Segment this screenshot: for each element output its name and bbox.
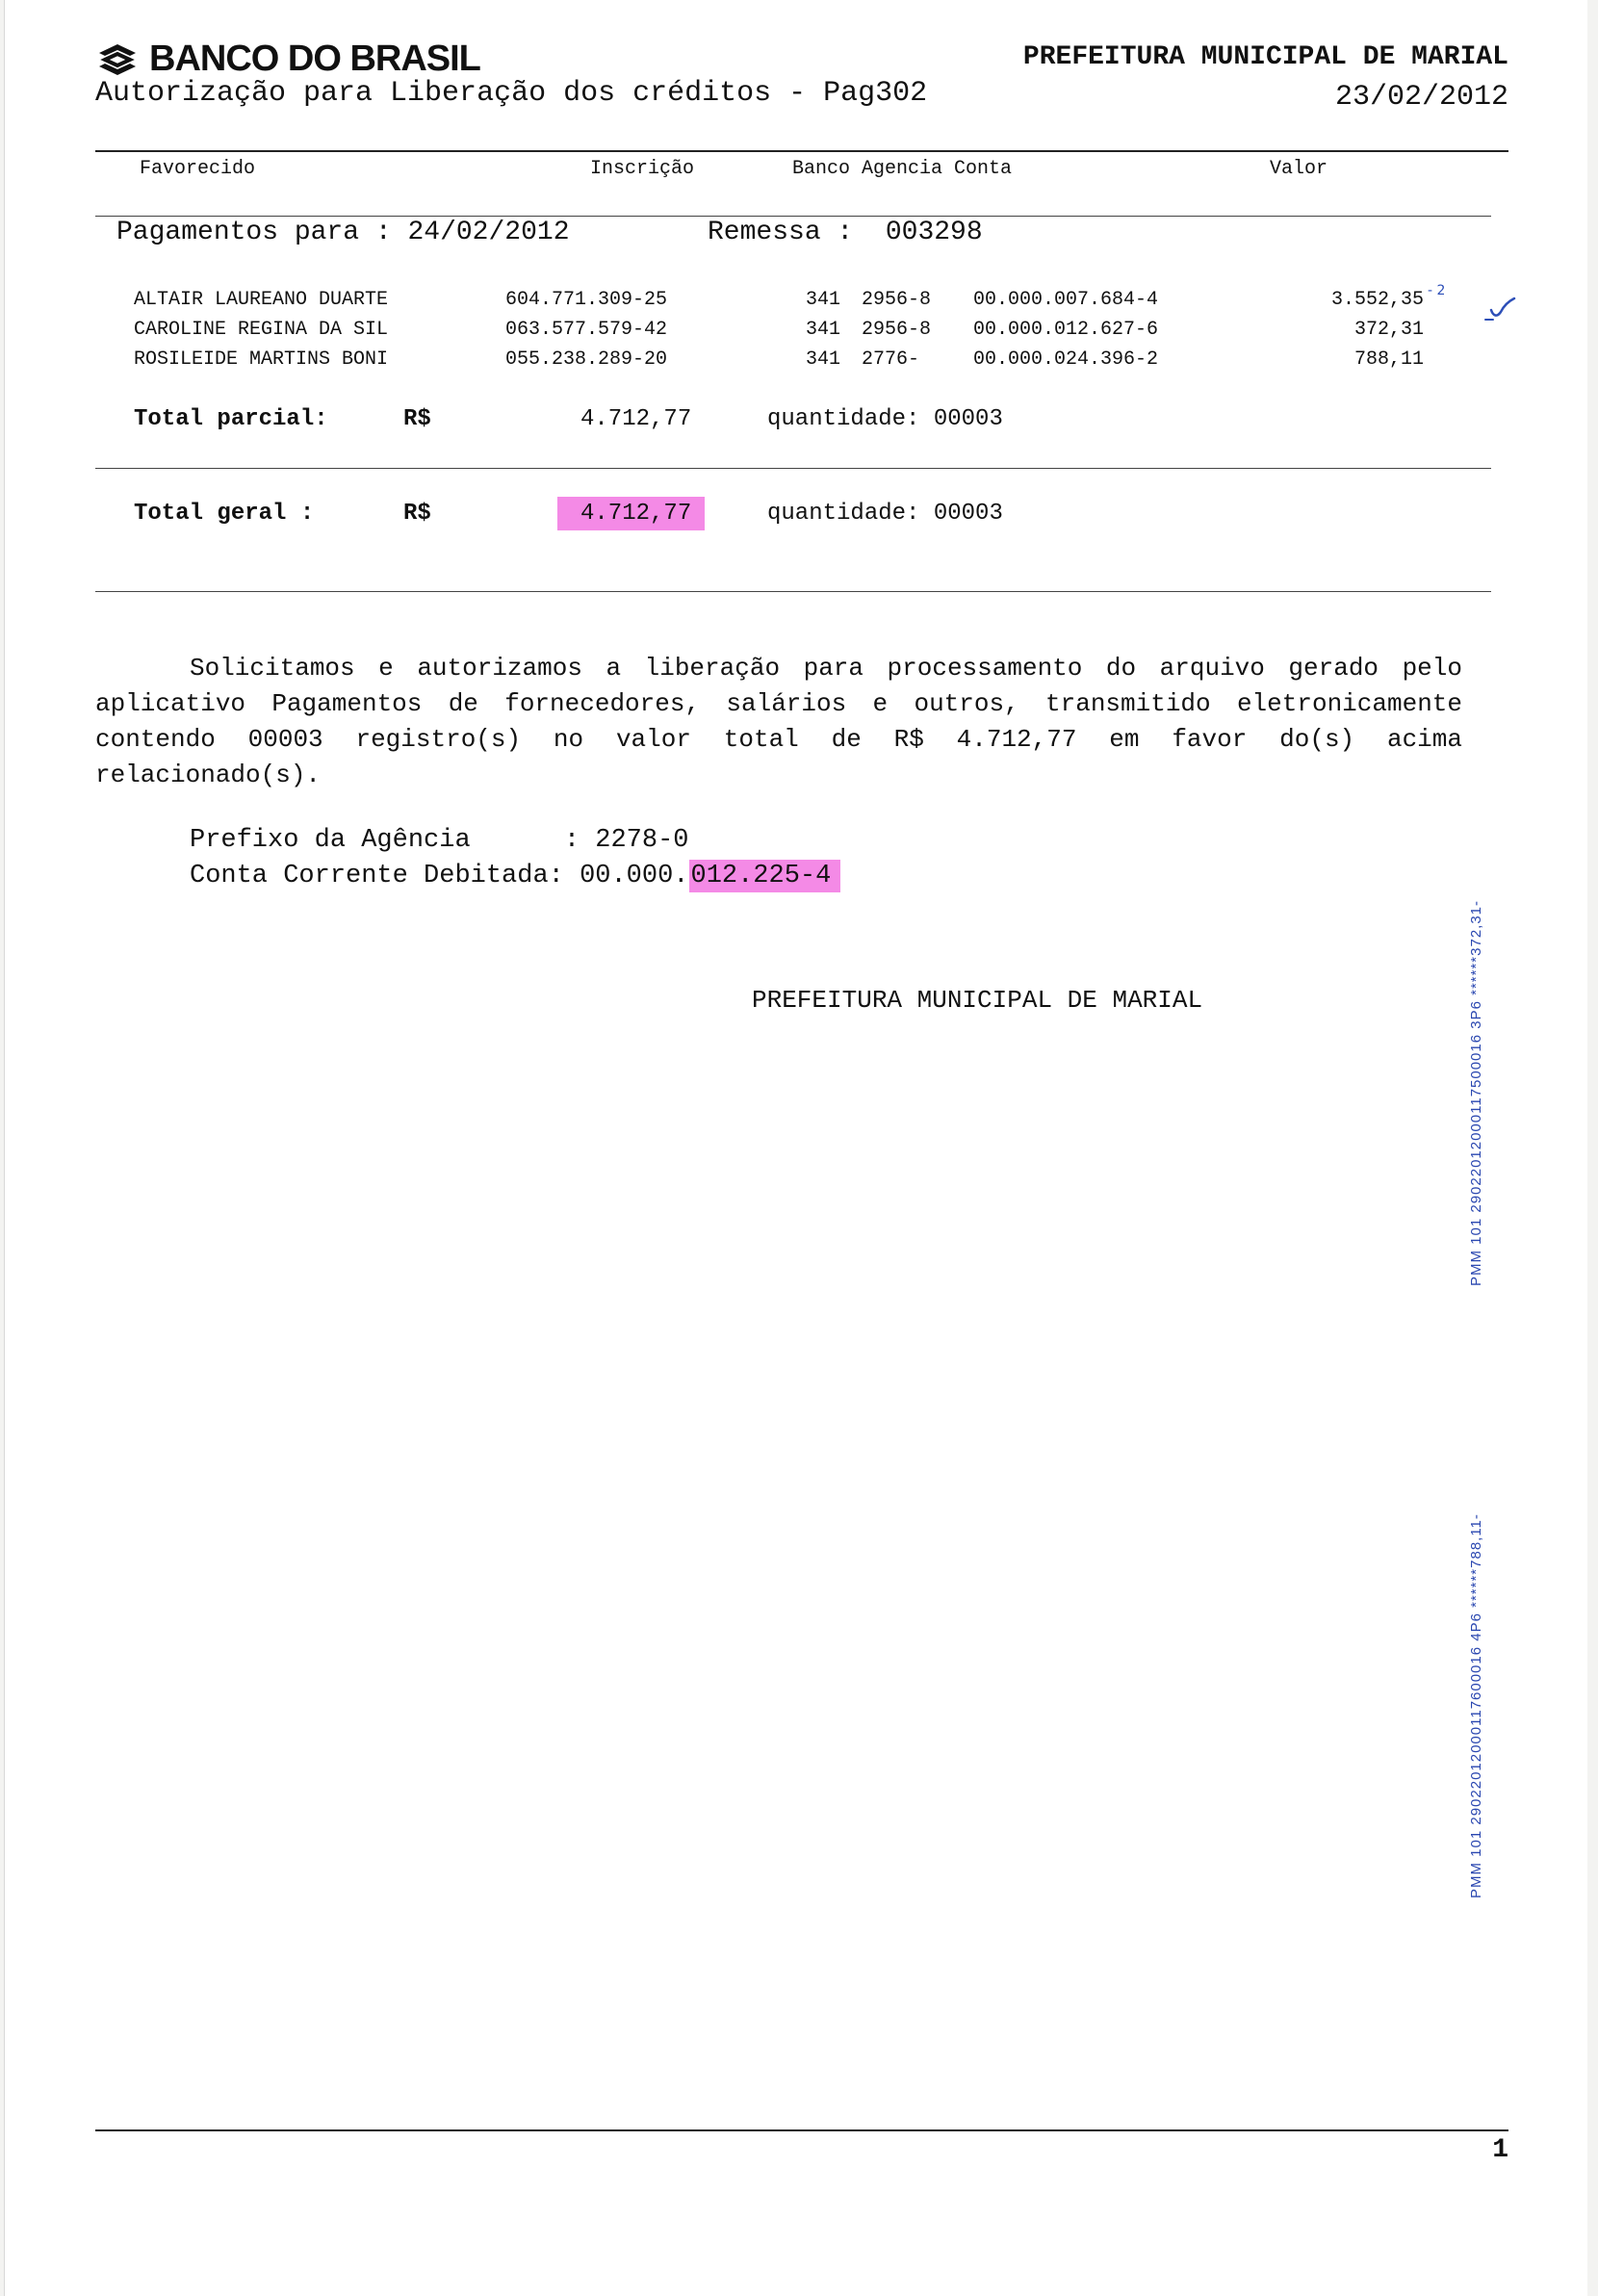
total-geral-quantity <box>767 501 1003 527</box>
total-parcial-label: Total parcial: <box>134 406 328 432</box>
row-inscricao: 063.577.579-42 <box>505 319 668 341</box>
row-inscricao: 604.771.309-25 <box>505 289 668 311</box>
document-date: 23/02/2012 <box>1334 81 1508 114</box>
agencia-line <box>190 826 689 855</box>
payment-date-line: Pagamentos para : 24/02/2012 <box>116 218 570 247</box>
row-banco: 341 <box>806 319 841 341</box>
bank-name: BANCO DO BRASIL <box>149 39 480 79</box>
row-agencia: 2776- <box>862 348 920 371</box>
document-page <box>4 0 1587 2296</box>
validation-stamp-2: PMM 101 29022012000117600016 4P6 ******788,11- <box>1468 1513 1484 1898</box>
conta-highlight: 012.225-4 <box>689 860 841 892</box>
conta-prefix: 00.000. <box>580 862 689 890</box>
row-name: ALTAIR LAUREANO DUARTE <box>134 289 389 311</box>
total-geral-value-highlighted <box>580 501 705 527</box>
column-favorecido: Favorecido <box>140 158 256 180</box>
client-name-header: PREFEITURA MUNICIPAL DE MARIAL <box>1022 42 1508 72</box>
column-banco-agencia-conta: Banco Agencia Conta <box>792 158 1013 180</box>
row-valor: 372,31 <box>1353 319 1424 341</box>
agencia-label: Prefixo da Agência : <box>190 826 580 855</box>
banco-do-brasil-logo-icon <box>95 41 140 78</box>
total-parcial-value: 4.712,77 <box>580 406 692 432</box>
summary-divider <box>95 591 1491 592</box>
column-header-divider <box>95 216 1491 217</box>
quantity-label: quantidade: <box>767 406 920 432</box>
remessa-label: Remessa : <box>708 218 854 247</box>
row-conta: 00.000.007.684-4 <box>973 289 1159 311</box>
authorization-paragraph <box>95 651 1462 793</box>
row-agencia: 2956-8 <box>862 289 932 311</box>
row-inscricao: 055.238.289-20 <box>505 348 668 371</box>
quantity-value: 00003 <box>933 501 1003 527</box>
quantity-value: 00003 <box>933 406 1003 432</box>
remessa-value: 003298 <box>885 218 983 247</box>
column-valor: Valor <box>1270 158 1328 180</box>
bank-logo <box>95 39 480 80</box>
row-valor: 788,11 <box>1353 348 1424 371</box>
totals-divider <box>95 468 1491 469</box>
row-valor: 3.552,35 <box>1330 289 1424 311</box>
row-conta: 00.000.024.396-2 <box>973 348 1159 371</box>
authorization-text: Solicitamos e autorizamos a liberação para processamento do arquivo gerado pelo aplicativo Pagamentos de fornecedores, salários e outros, transmitido eletronicamente contendo 00003 registro(s) no valor total de R$ 4.712,77 em favor do(s) acima relacionado(s). <box>95 654 1462 789</box>
validation-stamp-1: PMM 101 29022012000117500016 3P6 ******372,31- <box>1468 899 1484 1286</box>
column-inscricao: Inscrição <box>590 158 695 180</box>
handwritten-checkmark <box>1428 273 1485 312</box>
signature-name: PREFEITURA MUNICIPAL DE MARIAL <box>752 986 1203 1015</box>
payment-date: 24/02/2012 <box>407 218 570 247</box>
payment-label: Pagamentos para <box>116 218 360 247</box>
remessa-line <box>708 218 983 247</box>
agencia-value: 2278-0 <box>595 826 689 855</box>
handwritten-check-icon <box>1464 291 1522 329</box>
total-parcial-currency: R$ <box>403 406 431 432</box>
quantity-label: quantidade: <box>767 501 920 527</box>
row-name: ROSILEIDE MARTINS BONI <box>134 348 389 371</box>
total-parcial-quantity <box>767 406 1003 432</box>
row-conta: 00.000.012.627-6 <box>973 319 1159 341</box>
row-banco: 341 <box>806 289 841 311</box>
row-name: CAROLINE REGINA DA SIL <box>134 319 389 341</box>
conta-line <box>190 862 840 890</box>
total-geral-label: Total geral : <box>134 501 315 527</box>
page-number: 1 <box>1492 2135 1508 2165</box>
footer-divider <box>95 2129 1508 2131</box>
conta-label: Conta Corrente Debitada: <box>190 862 564 890</box>
header-divider <box>95 150 1508 152</box>
row-agencia: 2956-8 <box>862 319 932 341</box>
total-geral-value: 4.712,77 <box>557 497 705 530</box>
total-geral-currency: R$ <box>403 501 431 527</box>
handwritten-mark-text: - 2 <box>1428 283 1446 298</box>
row-banco: 341 <box>806 348 841 371</box>
document-title: Autorização para Liberação dos créditos - Pag302 <box>95 77 928 110</box>
